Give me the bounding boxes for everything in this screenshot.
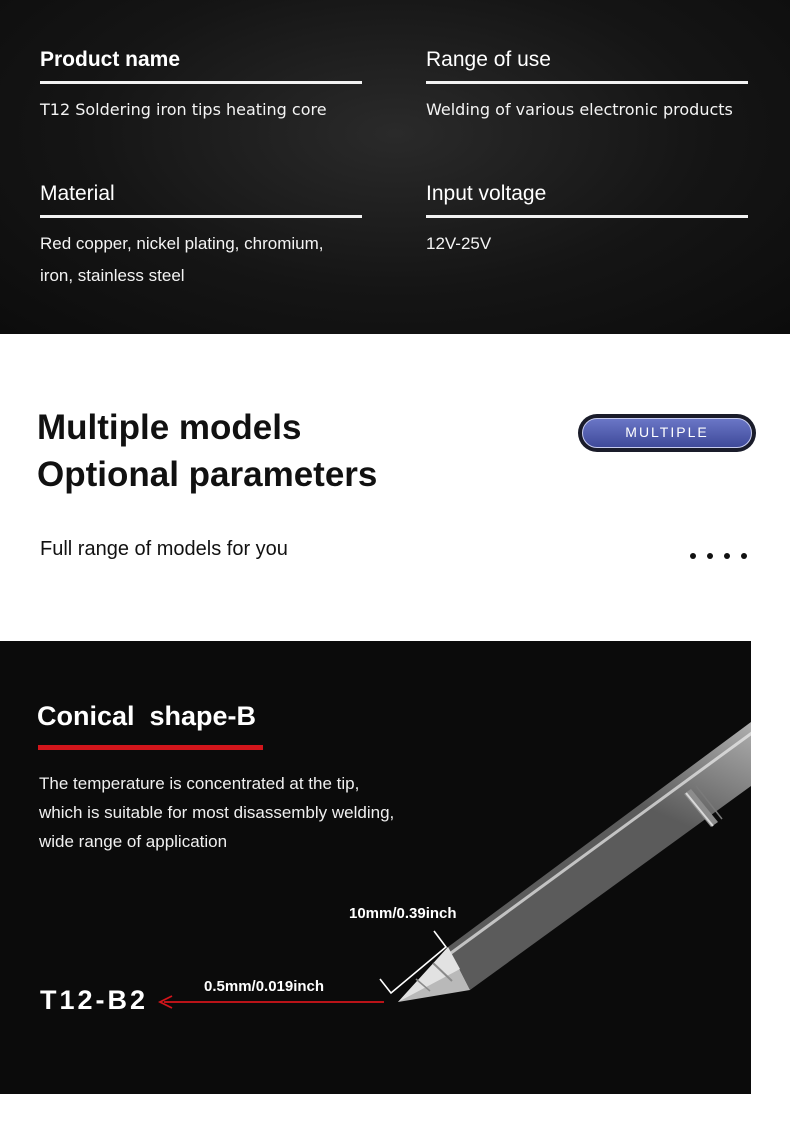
- spec-label: Product name: [40, 48, 181, 71]
- tip-barrel: [448, 719, 751, 990]
- headline-line: Multiple models: [37, 408, 302, 447]
- spec-input-voltage: [426, 181, 748, 260]
- spec-value-line: iron, stainless steel: [40, 266, 185, 285]
- dot: [707, 553, 713, 559]
- description-line: which is suitable for most disassembly welding,: [39, 803, 395, 822]
- ellipsis-dots: [690, 553, 747, 559]
- models-section: [0, 334, 790, 641]
- spec-product-name: [40, 47, 362, 126]
- diameter-arrow: [160, 996, 384, 1008]
- headline-line: Optional parameters: [37, 455, 378, 494]
- spec-value-line: Red copper, nickel plating, chromium,: [40, 234, 324, 253]
- spec-value: 12V-25V: [426, 234, 492, 253]
- spec-range-of-use: [426, 47, 748, 126]
- tip-card: [0, 641, 751, 1094]
- spec-value: Welding of various electronic products: [426, 100, 733, 119]
- badge-label: MULTIPLE: [582, 418, 752, 448]
- models-subline: Full range of models for you: [40, 538, 288, 560]
- specs-panel: [0, 0, 790, 334]
- spec-divider: [40, 81, 362, 84]
- dot: [724, 553, 730, 559]
- diameter-label: 0.5mm/0.019inch: [204, 978, 325, 995]
- spec-label: Range of use: [426, 48, 551, 71]
- spec-label: Input voltage: [426, 182, 547, 205]
- dot: [741, 553, 747, 559]
- spec-divider: [426, 215, 748, 218]
- dot: [690, 553, 696, 559]
- length-label: 10mm/0.39inch: [349, 905, 457, 922]
- description-line: wide range of application: [39, 832, 228, 851]
- spec-label: Material: [40, 182, 115, 205]
- tip-description: [39, 769, 439, 856]
- spec-divider: [40, 215, 362, 218]
- spec-material: [40, 181, 362, 292]
- spec-value: [40, 228, 360, 292]
- description-line: The temperature is concentrated at the tip,: [39, 774, 360, 793]
- multiple-badge: [578, 414, 756, 452]
- title-accent-bar: [38, 745, 263, 750]
- spec-divider: [426, 81, 748, 84]
- spec-value: T12 Soldering iron tips heating core: [40, 100, 327, 119]
- model-code: T12-B2: [40, 985, 149, 1015]
- tip-title: Conical shape-B: [37, 701, 257, 731]
- models-headline: [37, 404, 377, 498]
